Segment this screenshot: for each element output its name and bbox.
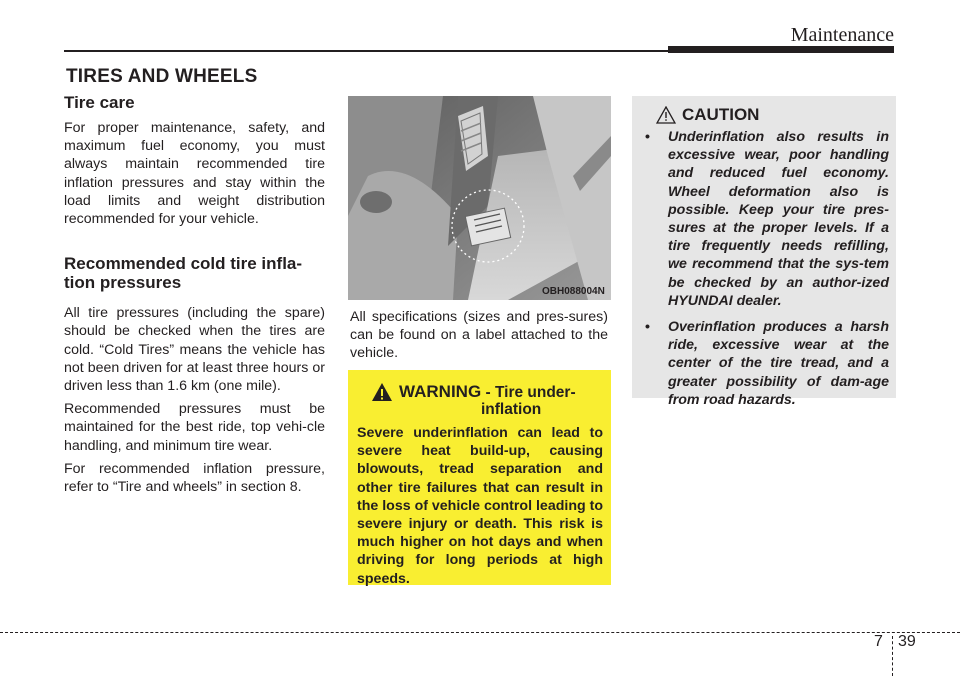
cold-pressure-paragraph: All tire pressures (including the spare) should be checked when the tires are cold. “Cold Tires” means the vehicle has not been driven for at least three hours or driven less than 1.6 km (one mile). [64,305,325,395]
caution-item-text: Underinflation also results in excessive wear, poor handling and reduced fuel economy. Wheel deformation also is possible. Keep your tire pres-sures at the proper levels. If a tire frequently needs refilling, we recommend that the sys-tem be checked by an author-ized HYUNDAI dealer. [668,129,889,309]
cold-pressure-heading-line1: Recommended cold tire infla- [64,254,303,274]
chapter-number: 7 [874,633,883,650]
cold-pressure-paragraph: For recommended inflation pressure, refer to “Tire and wheels” in section 8. [64,460,325,496]
spec-text: All specifications (sizes and pres-sures) can be found on a label attached to the vehicle. [350,309,608,362]
warning-triangle-icon [371,382,393,402]
warning-title [399,382,576,402]
running-header: Maintenance [790,24,894,46]
caution-item-text: Overinflation produces a harsh ride, excessive wear at the center of the tire tread, and a greater possibility of dam-age from road hazards. [668,319,889,408]
left-column [64,93,325,496]
caution-item: • Underinflation also results in excessive wear, poor handling and reduced fuel economy. Wheel deformation also is possible. Keep your tire pres-sures at the proper levels. If a tire frequently needs refilling, we recommend that the sys-tem be checked by an author-ized HYUNDAI dealer. [645,129,889,309]
caution-list [643,128,889,417]
warning-label: WARNING [399,382,482,401]
tire-care-body: For proper maintenance, safety, and maximum fuel economy, you must always maintain recommended tire inflation pressures and stay within the load limits and weight distribution recommended for your vehicle. [64,120,325,228]
door-jamb-label-photo [348,96,611,300]
warning-body: Severe underinflation can lead to severe heat build-up, causing blowouts, tread separation and other tire failures that can result in the loss of vehicle control leading to severe injury or death. This risk is much higher on hot days and when driving for long periods at high speeds. [357,425,603,587]
page-number: 39 [898,633,916,650]
header-accent-bar [668,46,894,53]
warning-subtitle-line2: inflation [481,401,542,418]
caution-triangle-icon [656,106,676,124]
door-jamb-illustration [348,96,611,300]
page-divider [892,636,893,676]
footer-rule [0,632,960,633]
cold-pressure-paragraph: Recommended pressures must be maintained for the best ride, top vehi-cle handling, and minimum tire wear. [64,401,325,454]
photo-code: OBH088004N [542,286,605,297]
caution-item: • Overinflation produces a harsh ride, excessive wear at the center of the tire tread, and a greater possibility of dam-age from road hazards. [645,319,889,408]
warning-subtitle: - Tire under- [481,384,576,401]
caution-box [632,96,896,408]
cold-pressure-heading-line2: tion pressures [64,273,182,293]
cold-pressure-heading [64,254,325,292]
tire-care-heading: Tire care [64,93,135,112]
warning-box [348,370,611,585]
caution-title: CAUTION [682,105,760,124]
section-title: TIRES AND WHEELS [66,66,258,87]
